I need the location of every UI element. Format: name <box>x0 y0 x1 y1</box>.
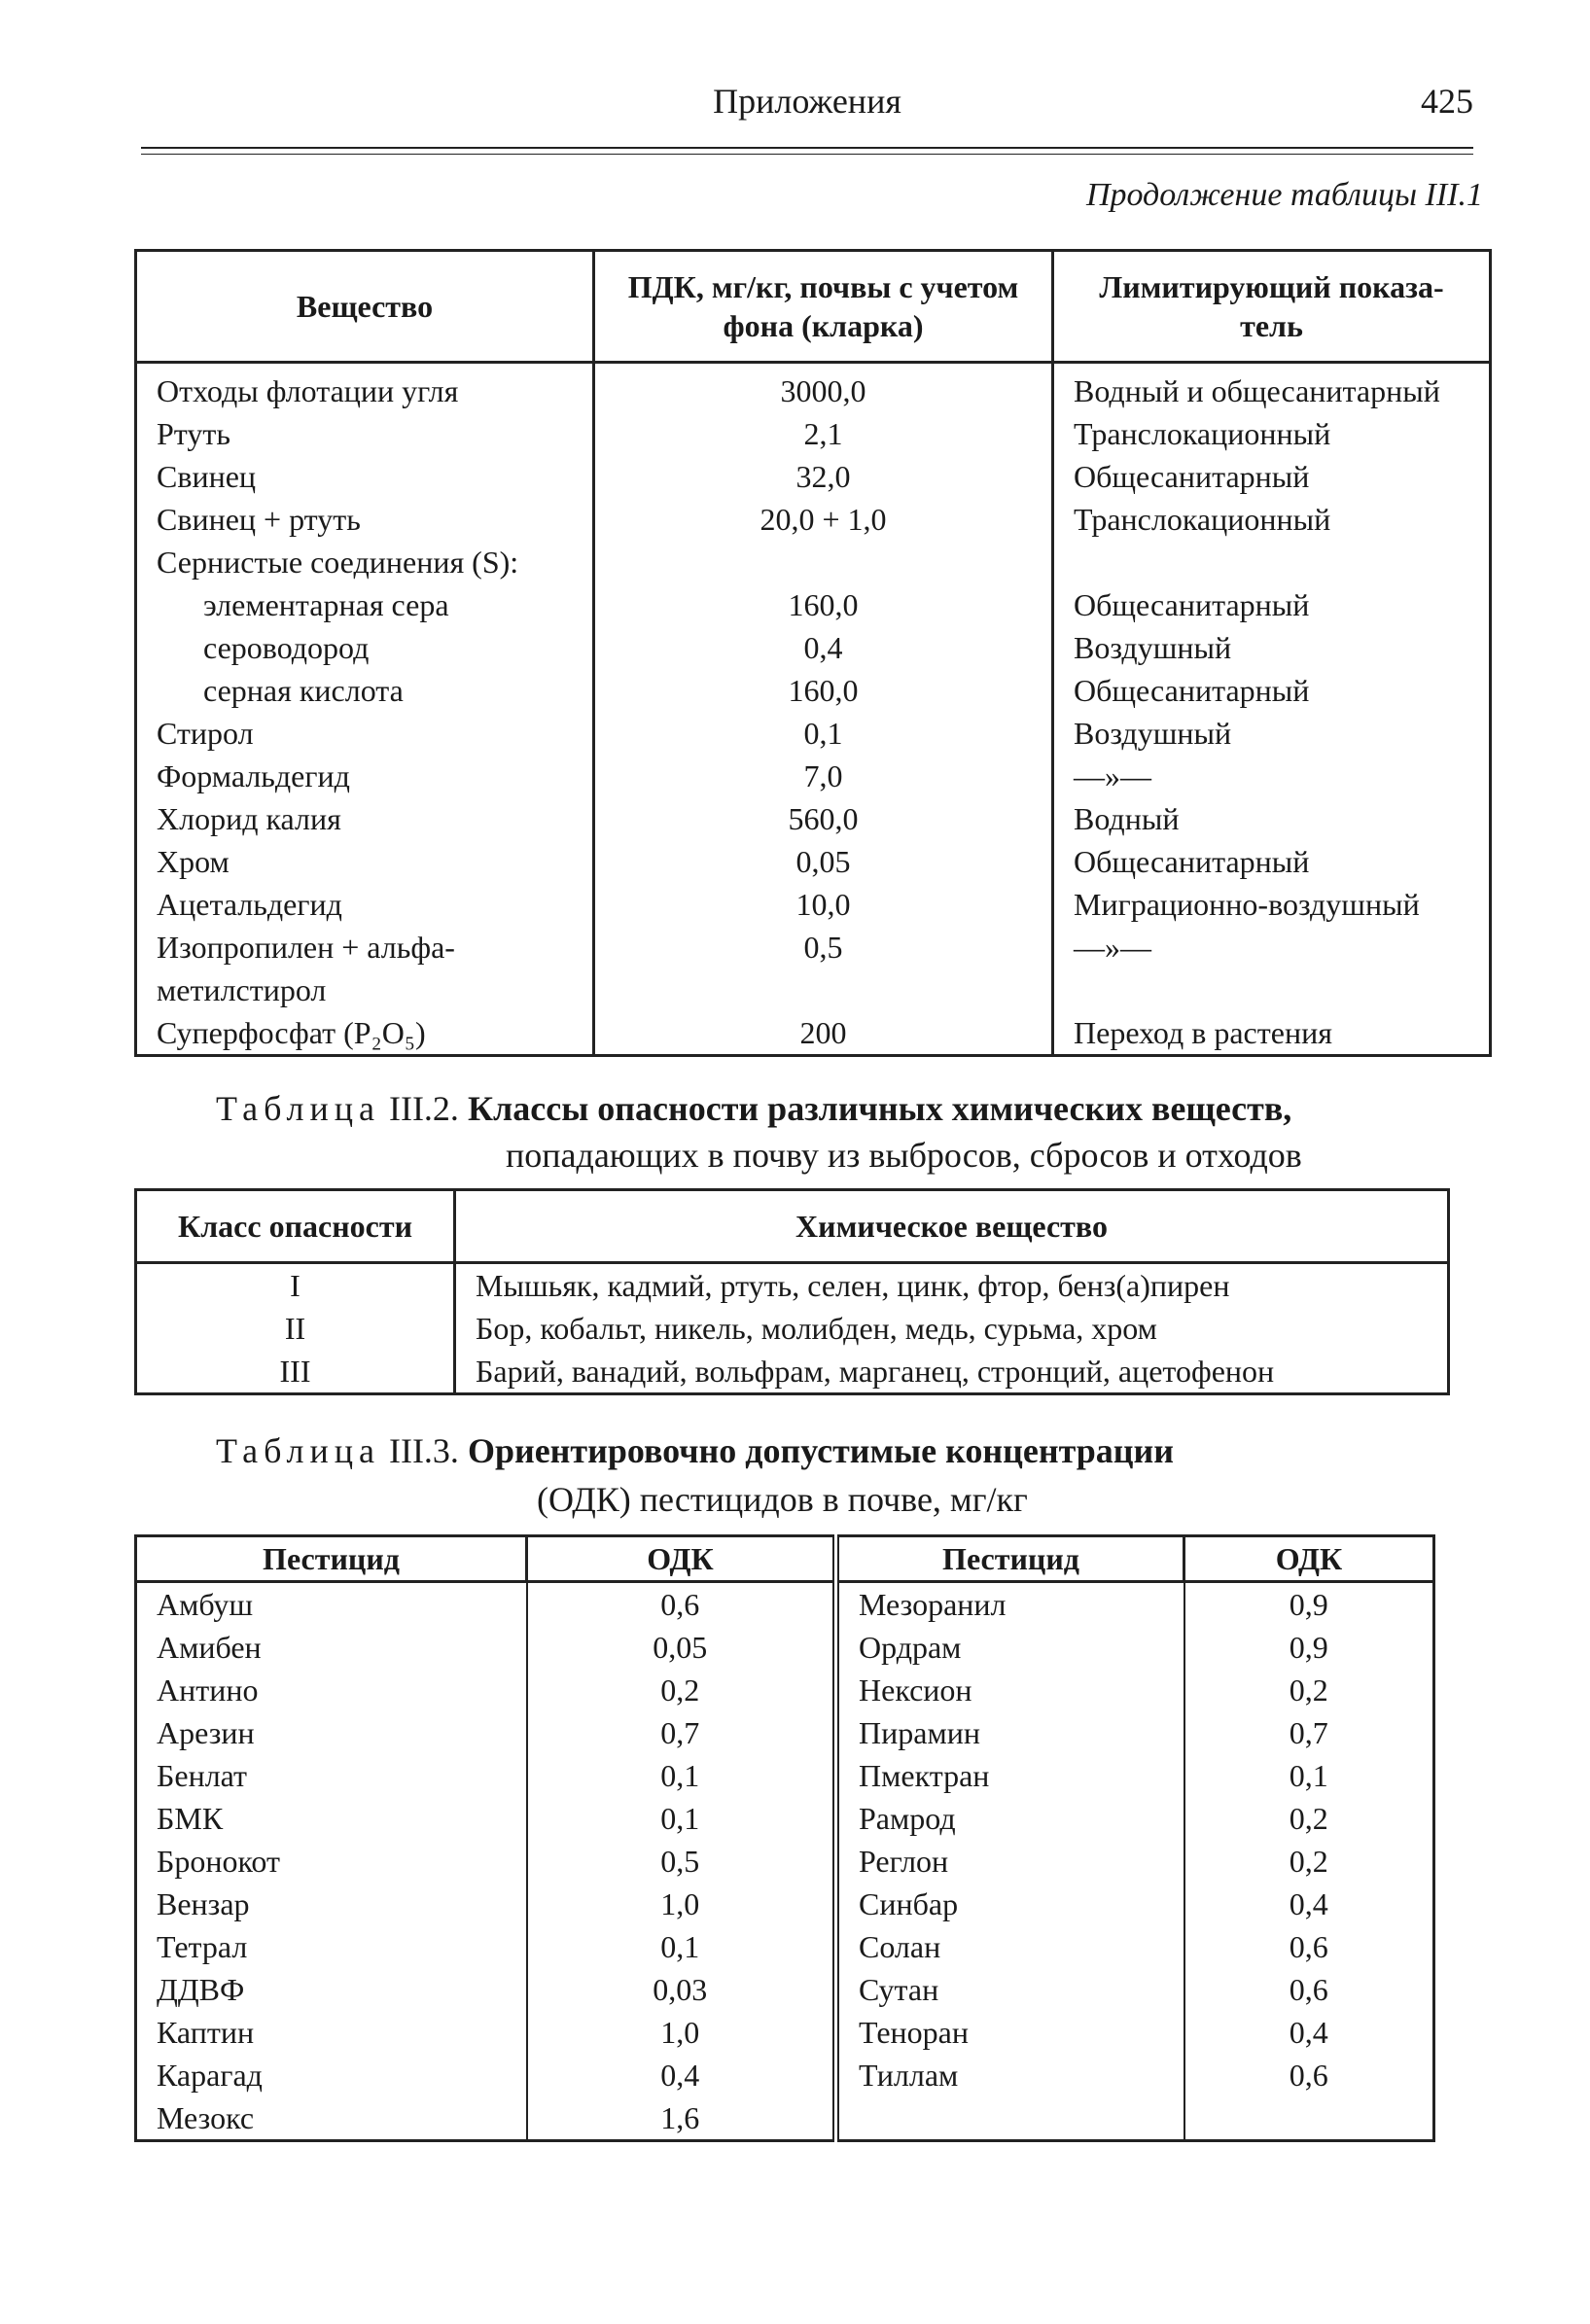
page-number: 425 <box>1421 82 1473 121</box>
table-cell: 7,0 <box>594 755 1053 797</box>
table-cell: Транслокационный <box>1053 412 1491 455</box>
column-header: Лимитирующий показа-тель <box>1053 251 1491 363</box>
table-cell: II <box>136 1307 455 1350</box>
table-cell: 0,1 <box>527 1797 836 1840</box>
table-cell: метилстирол <box>136 968 594 1011</box>
table-row <box>136 1626 1434 1669</box>
table-cell: —»— <box>1053 926 1491 968</box>
table-row <box>136 2096 1434 2141</box>
table-row <box>136 1840 1434 1883</box>
table-cell: Барий, ванадий, вольфрам, марганец, стронций, ацетофенон <box>455 1350 1449 1394</box>
table-cell: Воздушный <box>1053 626 1491 669</box>
table-cell: Бронокот <box>136 1840 527 1883</box>
table-cell: 0,1 <box>527 1925 836 1968</box>
column-header: Химическое вещество <box>455 1190 1449 1263</box>
table-cell: Ордрам <box>836 1626 1184 1669</box>
table-cell: Общесанитарный <box>1053 840 1491 883</box>
table-row <box>136 2054 1434 2096</box>
table-cell: 20,0 + 1,0 <box>594 498 1053 541</box>
table-cell: 32,0 <box>594 455 1053 498</box>
table-cell: Формальдегид <box>136 755 594 797</box>
table-cell: элементарная сера <box>136 583 594 626</box>
table-row <box>136 1925 1434 1968</box>
table-cell: Миграционно-воздушный <box>1053 883 1491 926</box>
table-row <box>136 1582 1434 1627</box>
table-3-caption <box>216 1429 1174 1472</box>
table-cell: Ацетальдегид <box>136 883 594 926</box>
table-cell: 3000,0 <box>594 363 1053 413</box>
table-cell: 0,05 <box>594 840 1053 883</box>
table-cell: 0,4 <box>527 2054 836 2096</box>
table-cell: Каптин <box>136 2011 527 2054</box>
table-cell: 0,5 <box>527 1840 836 1883</box>
table-cell: сероводород <box>136 626 594 669</box>
table-row <box>136 797 1491 840</box>
table-cell: Хлорид калия <box>136 797 594 840</box>
table-cell: Хром <box>136 840 594 883</box>
table-cell: 200 <box>594 1011 1053 1056</box>
column-header: ОДК <box>527 1536 836 1582</box>
table-hazard-classes <box>134 1188 1450 1395</box>
header-rule <box>141 147 1473 149</box>
table-row <box>136 455 1491 498</box>
table-cell: 1,0 <box>527 1883 836 1925</box>
table-cell: 0,1 <box>527 1754 836 1797</box>
table-cell: Изопропилен + альфа- <box>136 926 594 968</box>
table-header-row <box>136 251 1491 363</box>
table-cell: Транслокационный <box>1053 498 1491 541</box>
table-cell: серная кислота <box>136 669 594 712</box>
column-header: ПДК, мг/кг, почвы с учетом фона (кларка) <box>594 251 1053 363</box>
table-3-caption-line2: (ОДК) пестицидов в почве, мг/кг <box>537 1480 1028 1519</box>
table-cell: Ртуть <box>136 412 594 455</box>
table-cell: Переход в растения <box>1053 1011 1491 1056</box>
table-row <box>136 1797 1434 1840</box>
table-cell: Воздушный <box>1053 712 1491 755</box>
table-cell: 10,0 <box>594 883 1053 926</box>
table-row <box>136 840 1491 883</box>
table-row <box>136 1011 1491 1056</box>
table-row <box>136 498 1491 541</box>
table-cell: Пирамин <box>836 1711 1184 1754</box>
table-cell: 0,03 <box>527 1968 836 2011</box>
table-cell: Вензар <box>136 1883 527 1925</box>
table-cell: Амбуш <box>136 1582 527 1627</box>
caption-label: Таблица <box>216 1089 380 1128</box>
table-cell: 0,4 <box>1184 1883 1434 1925</box>
table-cell <box>594 541 1053 583</box>
table-cell: 0,6 <box>527 1582 836 1627</box>
table-cell: 1,0 <box>527 2011 836 2054</box>
table-cell: Тетрал <box>136 1925 527 1968</box>
table-cell: 0,7 <box>527 1711 836 1754</box>
column-header: Пестицид <box>136 1536 527 1582</box>
table-cell: Общесанитарный <box>1053 455 1491 498</box>
table-cell: 160,0 <box>594 583 1053 626</box>
table-cell: ДДВФ <box>136 1968 527 2011</box>
table-cell: Сернистые соединения (S): <box>136 541 594 583</box>
table-row <box>136 583 1491 626</box>
table-cell: Реглон <box>836 1840 1184 1883</box>
table-row <box>136 1968 1434 2011</box>
table-cell: 1,6 <box>527 2096 836 2141</box>
table-cell: 0,05 <box>527 1626 836 1669</box>
table-row <box>136 363 1491 413</box>
table-cell: 0,2 <box>1184 1669 1434 1711</box>
table-mpc-substances <box>134 249 1492 1057</box>
table-cell: Нексион <box>836 1669 1184 1711</box>
table-cell: Мезокс <box>136 2096 527 2141</box>
table-cell: Сутан <box>836 1968 1184 2011</box>
table-cell: Солан <box>836 1925 1184 1968</box>
table-cell: 0,2 <box>1184 1797 1434 1840</box>
table-header-row <box>136 1190 1449 1263</box>
table-cell <box>1053 968 1491 1011</box>
table-cell: 2,1 <box>594 412 1053 455</box>
table-cell: Суперфосфат (P₂O₅) <box>136 1011 594 1056</box>
table-pesticides <box>134 1534 1435 2142</box>
table-cell: Свинец <box>136 455 594 498</box>
table-cell: Арезин <box>136 1711 527 1754</box>
column-header: ОДК <box>1184 1536 1434 1582</box>
table-row <box>136 1883 1434 1925</box>
table-cell: 0,6 <box>1184 1925 1434 1968</box>
table-cell: 0,4 <box>594 626 1053 669</box>
table-cell: Мышьяк, кадмий, ртуть, селен, цинк, фтор, бенз(а)пирен <box>455 1263 1449 1308</box>
table-2-caption <box>216 1087 1291 1130</box>
table-cell: 0,1 <box>1184 1754 1434 1797</box>
table-header-row <box>136 1536 1434 1582</box>
table-cell: Бенлат <box>136 1754 527 1797</box>
table-cell: Общесанитарный <box>1053 669 1491 712</box>
table-cell: Синбар <box>836 1883 1184 1925</box>
column-header: Вещество <box>136 251 594 363</box>
table-row <box>136 1307 1449 1350</box>
table-cell: Стирол <box>136 712 594 755</box>
table-row <box>136 1350 1449 1394</box>
table-row <box>136 412 1491 455</box>
table-cell: 160,0 <box>594 669 1053 712</box>
table-row <box>136 1754 1434 1797</box>
table-continuation-label: Продолжение таблицы III.1 <box>1085 177 1483 213</box>
table-cell: Общесанитарный <box>1053 583 1491 626</box>
table-cell: I <box>136 1263 455 1308</box>
caption-title-line1: Классы опасности различных химических веществ, <box>467 1089 1292 1128</box>
column-header: Пестицид <box>836 1536 1184 1582</box>
table-cell: Отходы флотации угля <box>136 363 594 413</box>
table-cell: Водный <box>1053 797 1491 840</box>
table-row <box>136 926 1491 968</box>
caption-title-line1: Ориентировочно допустимые концентрации <box>467 1431 1174 1470</box>
table-row <box>136 1669 1434 1711</box>
page-header <box>141 78 1473 124</box>
caption-number: III.2. <box>388 1089 459 1128</box>
table-cell: 0,7 <box>1184 1711 1434 1754</box>
table-cell: 0,6 <box>1184 1968 1434 2011</box>
table-cell: 0,4 <box>1184 2011 1434 2054</box>
table-cell: Бор, кобальт, никель, молибден, медь, сурьма, хром <box>455 1307 1449 1350</box>
table-cell: 0,6 <box>1184 2054 1434 2096</box>
table-cell: Карагад <box>136 2054 527 2096</box>
table-cell: 0,2 <box>527 1669 836 1711</box>
column-header: Класс опасности <box>136 1190 455 1263</box>
table-cell: Антино <box>136 1669 527 1711</box>
table-cell: Свинец + ртуть <box>136 498 594 541</box>
table-row <box>136 1263 1449 1308</box>
table-row <box>136 669 1491 712</box>
table-row <box>136 2011 1434 2054</box>
table-cell: 0,1 <box>594 712 1053 755</box>
table-cell <box>836 2096 1184 2141</box>
table-cell: 560,0 <box>594 797 1053 840</box>
table-cell: 0,5 <box>594 926 1053 968</box>
table-cell: Теноран <box>836 2011 1184 2054</box>
table-cell: 0,9 <box>1184 1626 1434 1669</box>
table-cell: Мезоранил <box>836 1582 1184 1627</box>
table-cell: Тиллам <box>836 2054 1184 2096</box>
table-cell: Амибен <box>136 1626 527 1669</box>
table-cell: Рамрод <box>836 1797 1184 1840</box>
table-2-caption-line2: попадающих в почву из выбросов, сбросов и отходов <box>506 1136 1302 1175</box>
caption-number: III.3. <box>388 1431 459 1470</box>
table-row <box>136 1711 1434 1754</box>
table-cell: Пмектран <box>836 1754 1184 1797</box>
table-row <box>136 755 1491 797</box>
table-cell <box>1184 2096 1434 2141</box>
caption-label: Таблица <box>216 1431 380 1470</box>
table-cell: III <box>136 1350 455 1394</box>
table-row <box>136 968 1491 1011</box>
table-cell <box>1053 541 1491 583</box>
table-cell <box>594 968 1053 1011</box>
table-cell: БМК <box>136 1797 527 1840</box>
table-row <box>136 712 1491 755</box>
table-row <box>136 626 1491 669</box>
table-row <box>136 541 1491 583</box>
table-cell: 0,9 <box>1184 1582 1434 1627</box>
table-row <box>136 883 1491 926</box>
table-cell: Водный и общесанитарный <box>1053 363 1491 413</box>
header-rule-thin <box>141 154 1473 155</box>
table-cell: —»— <box>1053 755 1491 797</box>
table-cell: 0,2 <box>1184 1840 1434 1883</box>
page-title: Приложения <box>713 82 901 121</box>
